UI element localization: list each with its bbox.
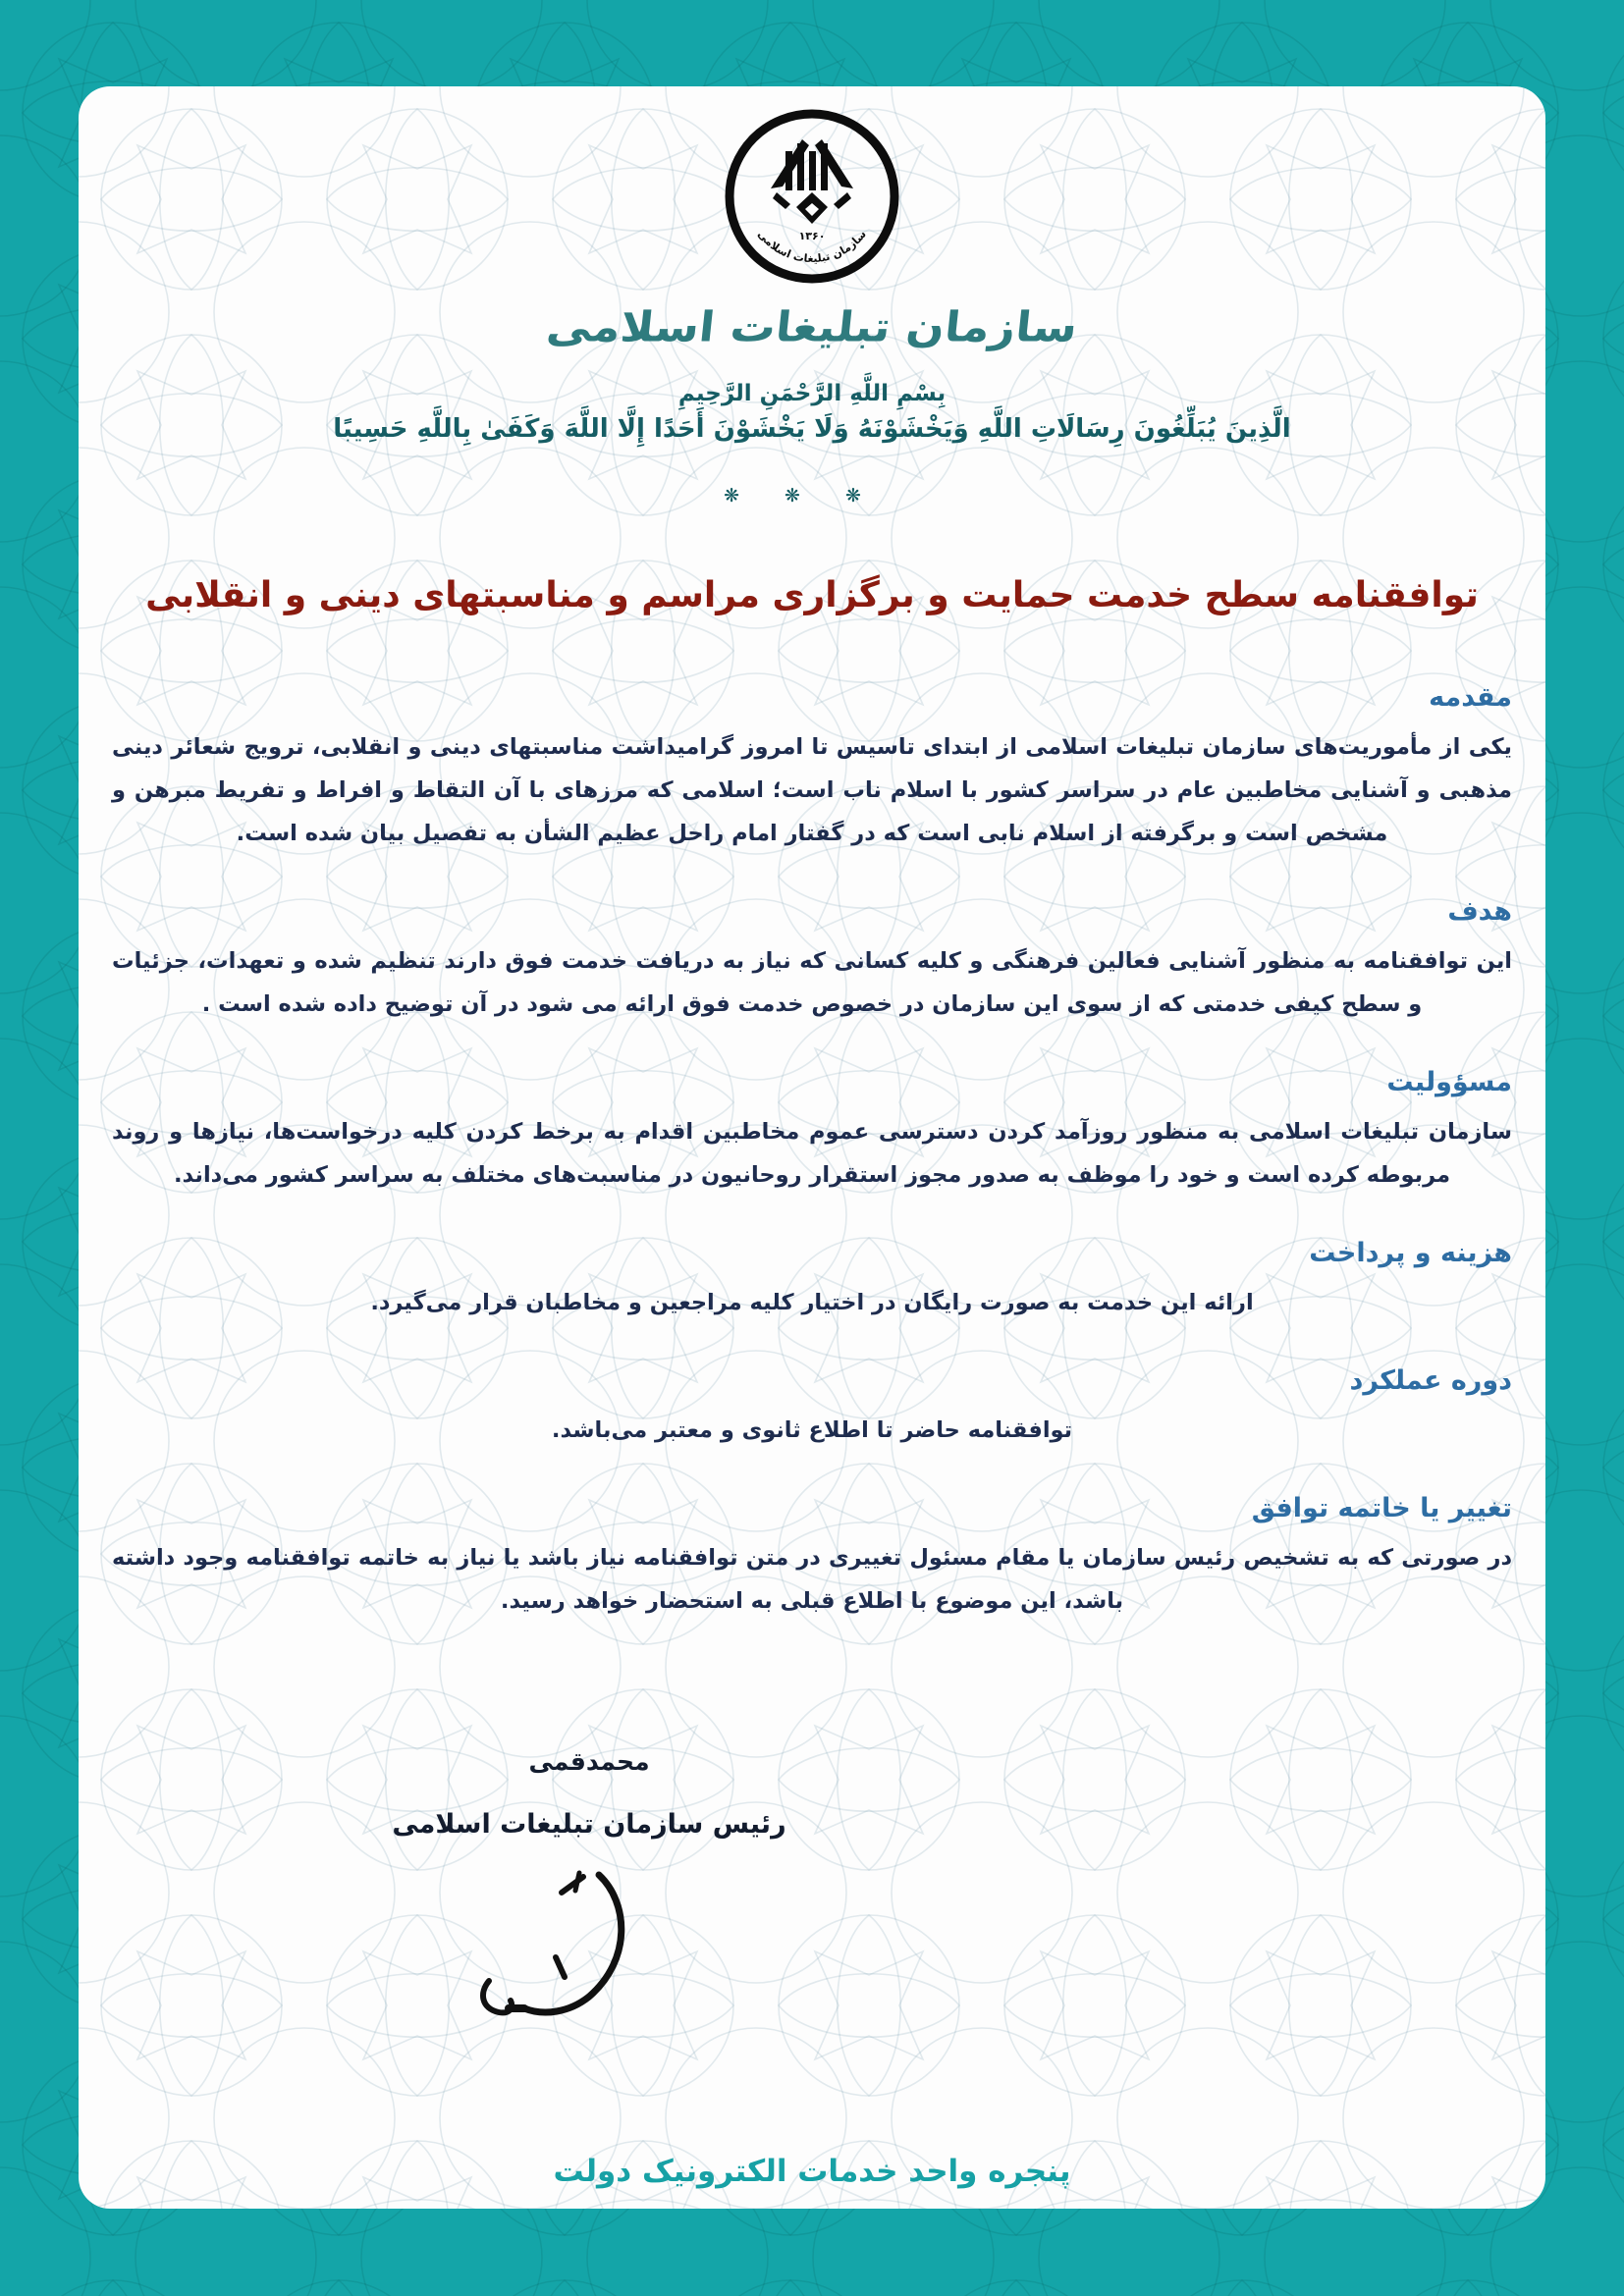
emblem-arc-text: سازمان تبلیغات اسلامی (755, 228, 869, 266)
section-cost-and-payment (112, 1236, 1512, 1324)
bismillah-text: بِسْمِ اللَّهِ الرَّحْمَنِ الرَّحِيمِ (677, 381, 947, 406)
section-responsibility (112, 1065, 1512, 1197)
document-paper (79, 86, 1545, 2209)
kufic-allah-icon (771, 139, 853, 224)
section-change-or-termination (112, 1491, 1512, 1623)
section-heading: هزینه و پرداخت (1309, 1238, 1512, 1268)
section-body: در صورتی که به تشخیص رئیس سازمان یا مقام مسئول تغییری در متن توافقنامه نیاز باشد یا نیاز به خاتمه توافقنامه وجود داشته باشد، این موضوع با اطلاع قبلی به استحضار خواهد رسید. (112, 1545, 1512, 1614)
handwritten-signature-icon (469, 1861, 646, 2048)
sections-list (112, 680, 1512, 1623)
signature-block (373, 1747, 805, 1840)
section-heading: دوره عملکرد (1349, 1365, 1512, 1396)
emblem-icon (714, 102, 910, 294)
section-heading: تغییر یا خاتمه توافق (1251, 1493, 1512, 1523)
section-body: ارائه این خدمت به صورت رایگان در اختیار کلیه مراجعین و مخاطبان قرار می‌گیرد. (370, 1290, 1254, 1315)
section-body: یکی از مأموریت‌های سازمان تبلیغات اسلامی از ابتدای تاسیس تا امروز گرامیداشت مناسبتهای دینی و انقلابی، ترویج شعائر دینی مذهبی و آشنایی مخاطبین عام در سراسر کشور با اسلام ناب است؛ اسلامی که مرزهای با آن التقاط و افراط و تفریط مبرهن و مشخص است و برگرفته از اسلام نابی است که در گفتار امام راحل عظیم الشأن به تفصیل بیان شده است. (112, 734, 1512, 846)
document-content (79, 86, 1545, 2209)
section-heading: مقدمه (1429, 682, 1512, 713)
quran-verse-text: الَّذِينَ يُبَلِّغُونَ رِسَالَاتِ اللَّهِ وَيَخْشَوْنَهُ وَلَا يَخْشَوْنَ أَحَدًا إِلَّا اللَّهَ وَكَفَىٰ بِاللَّهِ حَسِيبًا (333, 414, 1291, 444)
footer-service-window-label: پنجره واحد خدمات الکترونیک دولت (553, 2154, 1071, 2189)
section-goal (112, 894, 1512, 1026)
section-body: سازمان تبلیغات اسلامی به منظور روزآمد کردن دسترسی عموم مخاطبین اقدام به برخط کردن کلیه درخواست‌ها، نیازها و روند مربوطه کرده است و خود را موظف به صدور مجوز استقرار روحانیون در مناسبت‌های مختلف به سراسر کشور می‌داند. (112, 1119, 1512, 1188)
section-introduction (112, 680, 1512, 855)
section-performance-period (112, 1363, 1512, 1452)
page-title: توافقنامه سطح خدمت حمایت و برگزاری مراسم و مناسبتهای دینی و انقلابی (145, 575, 1479, 615)
organization-calligraphy: سازمان تبلیغات اسلامی (544, 302, 1080, 351)
signatory-name: محمدقمی (528, 1747, 650, 1776)
signatory-role: رئیس سازمان تبلیغات اسلامی (392, 1809, 786, 1840)
section-body: توافقنامه حاضر تا اطلاع ثانوی و معتبر می‌باشد. (551, 1417, 1073, 1443)
section-heading: مسؤولیت (1386, 1067, 1512, 1097)
star-divider: ❋ ❋ ❋ (724, 485, 881, 507)
section-heading: هدف (1447, 896, 1512, 927)
emblem-year: ۱۳۶۰ (798, 230, 826, 242)
organization-emblem-logo (714, 102, 910, 294)
section-body: این توافقنامه به منظور آشنایی فعالین فرهنگی و کلیه کسانی که نیاز به دریافت خدمت فوق دارند تنظیم شده و تعهدات، جزئیات و سطح کیفی خدمتی که از سوی این سازمان در خصوص خدمت فوق ارائه می شود در آن توضیح داده شده است . (112, 948, 1512, 1017)
